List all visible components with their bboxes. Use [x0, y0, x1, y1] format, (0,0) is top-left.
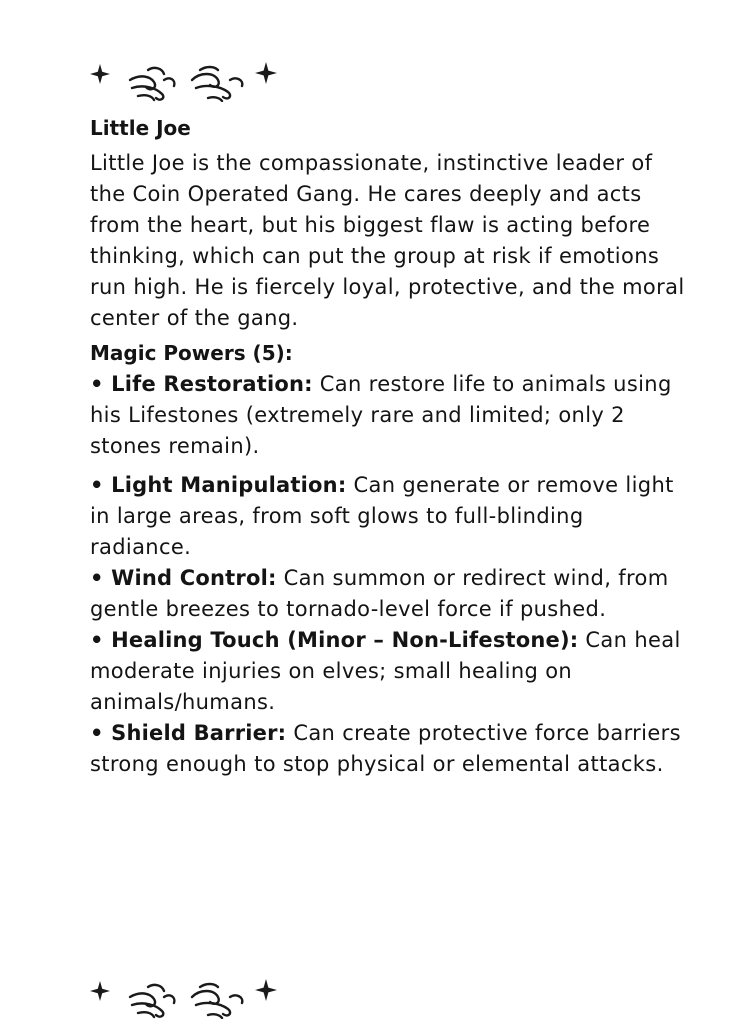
bullet: •: [90, 473, 112, 497]
power-item: [90, 369, 690, 462]
sparkle-flourish-divider-icon: [88, 58, 288, 102]
content: [90, 112, 690, 780]
power-text: Can generate or remove light in large areas, from soft glows to full-blinding radiance.: [90, 473, 674, 559]
power-name: Shield Barrier:: [111, 721, 287, 745]
power-item: [90, 625, 690, 718]
power-name: Healing Touch (Minor – Non-Lifestone):: [111, 628, 579, 652]
power-item: [90, 563, 690, 625]
bullet: •: [90, 566, 112, 590]
power-text: Can create protective force barriers strong enough to stop physical or elemental attacks.: [90, 721, 681, 776]
power-item: [90, 470, 690, 563]
power-name: Light Manipulation:: [111, 473, 347, 497]
power-text: Can restore life to animals using his Lifestones (extremely rare and limited; only 2 stones remain).: [90, 372, 672, 458]
character-name: Little Joe: [90, 116, 191, 140]
power-item: [90, 718, 690, 780]
power-text: Can summon or redirect wind, from gentle breezes to tornado-level force if pushed.: [90, 566, 669, 621]
powers-heading: Magic Powers (5):: [90, 341, 293, 365]
sparkle-flourish-divider-icon: [88, 975, 288, 1019]
power-name: Wind Control:: [111, 566, 277, 590]
bullet: •: [90, 628, 112, 652]
character-description: Little Joe is the compassionate, instinctive leader of the Coin Operated Gang. He cares deeply and acts from the heart, but his biggest flaw is acting before thinking, which can put the group at risk if emotions run high. He is fiercely loyal, protective, and the moral center of the gang.: [90, 151, 685, 330]
power-text: Can heal moderate injuries on elves; small healing on animals/humans.: [90, 628, 681, 714]
bullet: •: [90, 372, 112, 396]
bullet: •: [90, 721, 112, 745]
power-name: Life Restoration:: [111, 372, 313, 396]
